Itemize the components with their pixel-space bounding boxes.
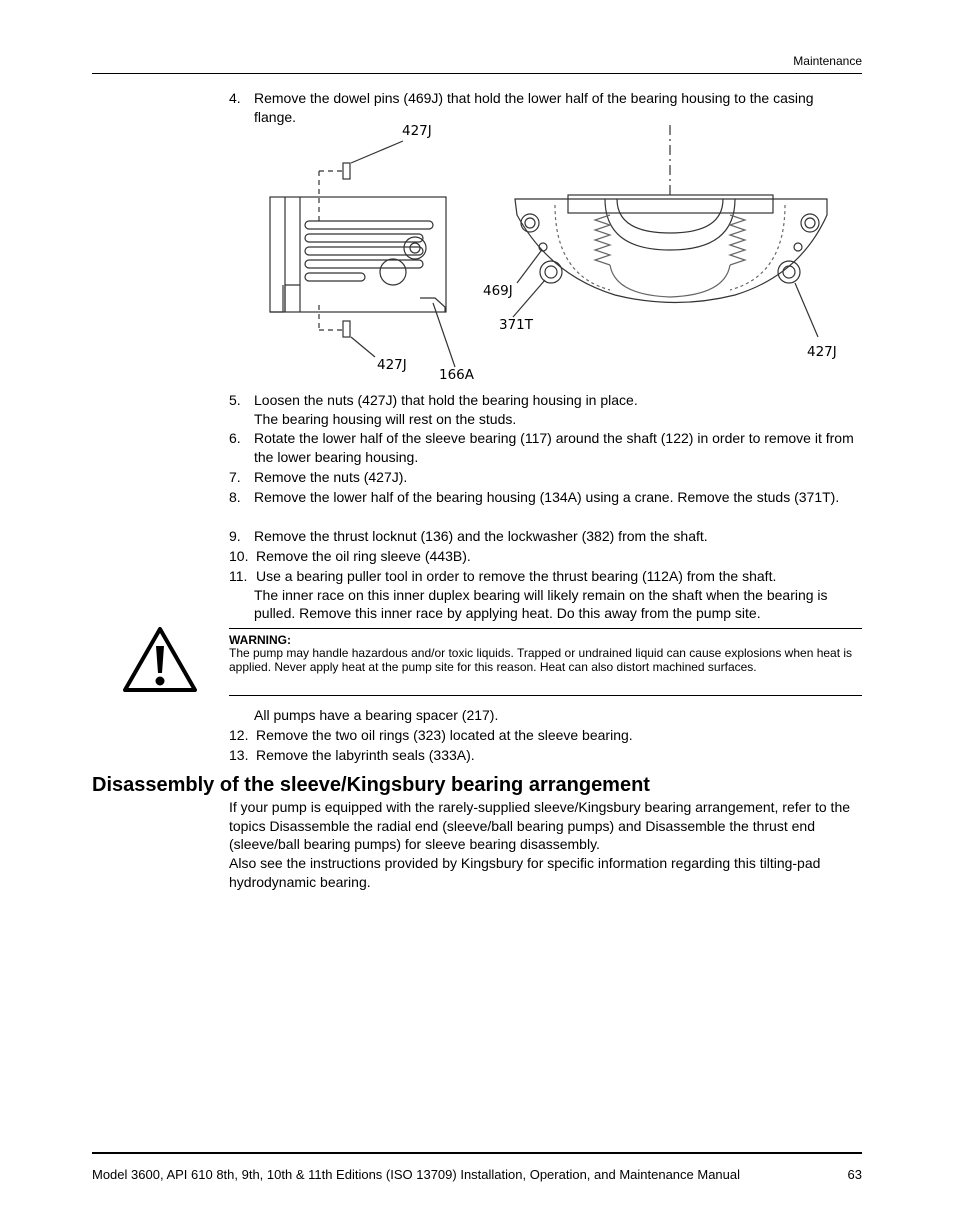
header-rule — [92, 73, 862, 74]
step-subtext: The inner race on this inner duplex bearing will likely remain on the shaft when the bearing is pulled. Remove this inner race by applying heat. Do this away from the pump site. — [254, 586, 828, 621]
step-text: Use a bearing puller tool in order to remove the thrust bearing (112A) from the shaft. — [256, 568, 777, 584]
step-6 — [229, 429, 859, 466]
step-8 — [229, 488, 859, 507]
warning-title: WARNING: — [229, 633, 291, 647]
footer-rule — [92, 1152, 862, 1154]
callout-427j-bottom: 427J — [377, 357, 407, 373]
step-text: Remove the labyrinth seals (333A). — [256, 747, 475, 763]
callout-427j-top: 427J — [402, 123, 432, 139]
callout-371t: 371T — [499, 317, 534, 333]
callout-469j: 469J — [483, 283, 513, 299]
step-number: 6. — [229, 430, 241, 446]
step-number: 7. — [229, 469, 241, 485]
step-13 — [229, 746, 859, 765]
step-number: 10. — [229, 548, 249, 564]
step-text: Remove the dowel pins (469J) that hold the lower half of the bearing housing to the casing flange. — [254, 90, 814, 125]
callout-166a: 166A — [439, 367, 475, 383]
step-4 — [229, 89, 859, 126]
step-text: Remove the thrust locknut (136) and the lockwasher (382) from the shaft. — [254, 528, 708, 544]
spacer-note: All pumps have a bearing spacer (217). — [254, 707, 499, 723]
step-12 — [229, 726, 859, 745]
footer-title: Model 3600, API 610 8th, 9th, 10th & 11th Editions (ISO 13709) Installation, Operation, and Maintenance Manual — [92, 1167, 741, 1182]
section-heading: Disassembly of the sleeve/Kingsbury bearing arrangement — [92, 774, 650, 796]
warning-triangle-icon — [122, 626, 198, 694]
step-11 — [229, 567, 859, 623]
callout-427j-right: 427J — [807, 344, 837, 360]
step-text: Remove the lower half of the bearing housing (134A) using a crane. Remove the studs (371T). — [254, 489, 840, 505]
step-number: 8. — [229, 489, 241, 505]
step-number: 11. — [229, 568, 248, 584]
step-number: 9. — [229, 528, 241, 544]
warning-top-rule — [229, 628, 862, 629]
step-number: 13. — [229, 747, 249, 763]
step-9 — [229, 527, 859, 546]
step-7 — [229, 468, 859, 487]
bearing-housing-drawing — [255, 125, 865, 385]
step-10 — [229, 547, 859, 566]
bearing-housing-figure — [255, 125, 865, 385]
section-paragraph-1: If your pump is equipped with the rarely-supplied sleeve/Kingsbury bearing arrangement, refer to the topics Disassemble the radial end (sleeve/ball bearing pumps) and Disassemble the thrust end (sleeve/ball bearing pumps) for sleeve bearing disassembly. — [229, 799, 851, 852]
step-text: Rotate the lower half of the sleeve bearing (117) around the shaft (122) in order to remove it from the lower bearing housing. — [254, 430, 854, 465]
step-text: Loosen the nuts (427J) that hold the bearing housing in place. — [254, 392, 638, 408]
step-number: 4. — [229, 90, 241, 106]
step-text: Remove the oil ring sleeve (443B). — [256, 548, 471, 564]
step-text: Remove the nuts (427J). — [254, 469, 408, 485]
section-paragraph-2: Also see the instructions provided by Kingsbury for specific information regarding this tilting-pad hydrodynamic bearing. — [229, 855, 821, 890]
warning-body: The pump may handle hazardous and/or toxic liquids. Trapped or undrained liquid can cause explosions when heat is applied. Never apply heat at the pump site for this reason. Heat can also distort machined surfaces. — [229, 646, 853, 674]
page-number: 63 — [847, 1167, 862, 1182]
step-text: Remove the two oil rings (323) located at the sleeve bearing. — [256, 727, 633, 743]
running-header: Maintenance — [793, 54, 862, 68]
step-number: 12. — [229, 727, 249, 743]
step-5 — [229, 391, 859, 428]
step-number: 5. — [229, 392, 241, 408]
warning-bottom-rule — [229, 695, 862, 696]
step-subtext: The bearing housing will rest on the studs. — [254, 410, 517, 427]
